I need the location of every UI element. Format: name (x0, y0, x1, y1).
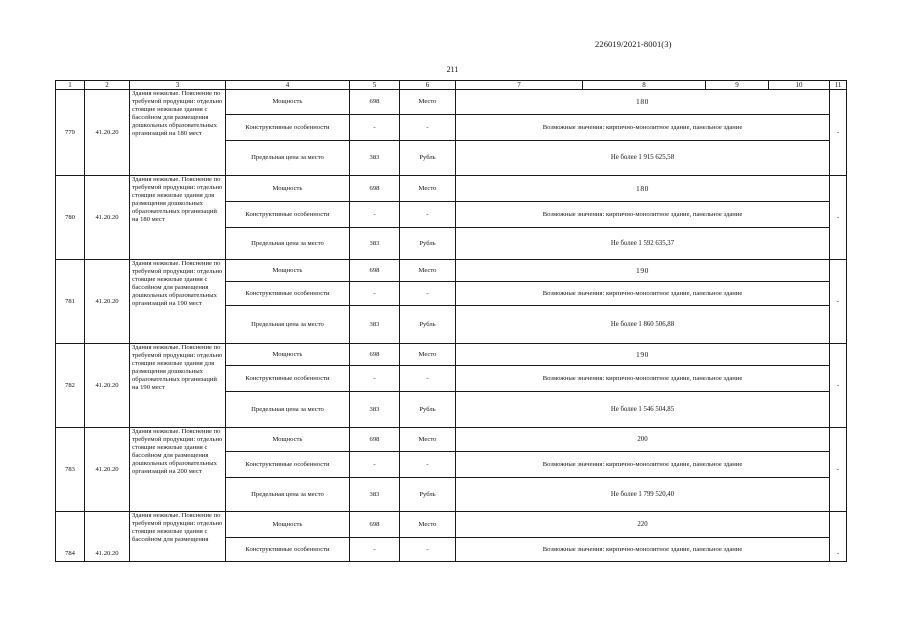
item-name: Здания нежилые. Пояснение по требуемой продукции: отдельно стоящие нежилые здания с бассейном для размещения (130, 512, 226, 562)
unit: - (400, 202, 456, 228)
unit: Рубль (400, 141, 456, 176)
okei-code: - (350, 538, 400, 562)
characteristic-label: Конструктивные особенности (226, 452, 350, 478)
col11-value: - (830, 344, 847, 428)
row-number: 782 (56, 344, 85, 428)
page-number: 211 (446, 65, 459, 74)
header-cell: 4 (226, 81, 350, 90)
characteristic-label: Предельная цена за место (226, 392, 350, 428)
characteristic-label: Конструктивные особенности (226, 202, 350, 228)
item-name: Здания нежилые. Пояснение по требуемой продукции: отдельно стоящие нежилые здания с бассейном для размещения дошкольных образовательных организаций на 180 мест (130, 90, 226, 176)
okpd-code: 41.20.20 (85, 176, 130, 260)
table-row (56, 260, 847, 282)
okei-code: 383 (350, 392, 400, 428)
table-row (56, 90, 847, 115)
specification-table (55, 80, 847, 562)
okei-code: - (350, 202, 400, 228)
characteristic-label: Предельная цена за место (226, 478, 350, 512)
row-number: 779 (56, 90, 85, 176)
characteristic-value: Возможные значения: кирпично-монолитное здание, панельное здание (456, 202, 830, 228)
characteristic-value: Не более 1 592 635,37 (456, 228, 830, 260)
characteristic-value: 190 (456, 260, 830, 282)
okpd-code: 41.20.20 (85, 90, 130, 176)
characteristic-value: Не более 1 915 625,58 (456, 141, 830, 176)
item-name: Здания нежилые. Пояснение по требуемой продукции: отдельно стоящие нежилые здания с бассейном для размещения дошкольных образовательных организаций на 200 мест (130, 428, 226, 512)
okei-code: 383 (350, 306, 400, 344)
unit: Место (400, 260, 456, 282)
characteristic-label: Конструктивные особенности (226, 282, 350, 306)
unit: Рубль (400, 306, 456, 344)
unit: Место (400, 90, 456, 115)
characteristic-value: 200 (456, 428, 830, 452)
unit: Место (400, 344, 456, 366)
header-cell: 2 (85, 81, 130, 90)
characteristic-value: 180 (456, 176, 830, 202)
header-cell: 5 (350, 81, 400, 90)
okei-code: 383 (350, 228, 400, 260)
okei-code: 698 (350, 90, 400, 115)
okei-code: 698 (350, 344, 400, 366)
characteristic-value: Возможные значения: кирпично-монолитное здание, панельное здание (456, 282, 830, 306)
characteristic-label: Мощность (226, 512, 350, 538)
characteristic-label: Предельная цена за место (226, 141, 350, 176)
okei-code: 698 (350, 428, 400, 452)
characteristic-value: 220 (456, 512, 830, 538)
characteristic-label: Мощность (226, 260, 350, 282)
characteristic-label: Мощность (226, 90, 350, 115)
okei-code: 698 (350, 260, 400, 282)
okpd-code: 41.20.20 (85, 260, 130, 344)
document-number: 226019/2021-8001(3) (595, 39, 672, 49)
characteristic-value: 190 (456, 344, 830, 366)
unit: Место (400, 176, 456, 202)
unit: - (400, 452, 456, 478)
okei-code: - (350, 115, 400, 141)
header-cell: 11 (830, 81, 847, 90)
table-row (56, 428, 847, 452)
table-row (56, 176, 847, 202)
table-header-row (56, 81, 847, 90)
okpd-code: 41.20.20 (85, 344, 130, 428)
characteristic-label: Предельная цена за место (226, 228, 350, 260)
item-name: Здания нежилые. Пояснение по требуемой продукции: отдельно стоящие нежилые здания для размещения дошкольных образовательных организаций на 190 мест (130, 344, 226, 428)
characteristic-value: Возможные значения: кирпично-монолитное здание, панельное здание (456, 452, 830, 478)
header-cell: 6 (400, 81, 456, 90)
unit: - (400, 366, 456, 392)
okpd-code: 41.20.20 (85, 428, 130, 512)
col11-value: - (830, 512, 847, 562)
okei-code: - (350, 282, 400, 306)
header-cell: 8 (583, 81, 706, 90)
okei-code: 383 (350, 478, 400, 512)
characteristic-value: Возможные значения: кирпично-монолитное здание, панельное здание (456, 115, 830, 141)
unit: - (400, 115, 456, 141)
item-name: Здания нежилые. Пояснение по требуемой продукции: отдельно стоящие нежилые здания для размещения дошкольных образовательных организаций на 180 мест (130, 176, 226, 260)
characteristic-label: Мощность (226, 344, 350, 366)
okpd-code: 41.20.20 (85, 512, 130, 562)
col11-value: - (830, 260, 847, 344)
row-number: 783 (56, 428, 85, 512)
characteristic-label: Мощность (226, 428, 350, 452)
header-cell: 3 (130, 81, 226, 90)
okei-code: 698 (350, 176, 400, 202)
okei-code: 383 (350, 141, 400, 176)
item-name: Здания нежилые. Пояснение по требуемой продукции: отдельно стоящие нежилые здания с бассейном для размещения дошкольных образовательных организаций на 190 мест (130, 260, 226, 344)
characteristic-value: Не более 1 860 506,88 (456, 306, 830, 344)
row-number: 781 (56, 260, 85, 344)
characteristic-value: Не более 1 546 504,85 (456, 392, 830, 428)
col11-value: - (830, 176, 847, 260)
col11-value: - (830, 90, 847, 176)
characteristic-label: Конструктивные особенности (226, 538, 350, 562)
characteristic-label: Предельная цена за место (226, 306, 350, 344)
characteristic-value: Возможные значения: кирпично-монолитное здание, панельное здание (456, 366, 830, 392)
unit: Место (400, 428, 456, 452)
header-cell: 7 (456, 81, 583, 90)
row-number: 784 (56, 512, 85, 562)
characteristic-value: Не более 1 799 520,40 (456, 478, 830, 512)
header-cell: 9 (706, 81, 769, 90)
unit: - (400, 538, 456, 562)
table-row (56, 512, 847, 538)
okei-code: 698 (350, 512, 400, 538)
characteristic-value: 180 (456, 90, 830, 115)
unit: Рубль (400, 478, 456, 512)
unit: Место (400, 512, 456, 538)
okei-code: - (350, 452, 400, 478)
characteristic-label: Конструктивные особенности (226, 366, 350, 392)
okei-code: - (350, 366, 400, 392)
table-row (56, 344, 847, 366)
characteristic-label: Мощность (226, 176, 350, 202)
unit: Рубль (400, 228, 456, 260)
unit: Рубль (400, 392, 456, 428)
unit: - (400, 282, 456, 306)
characteristic-value: Возможные значения: кирпично-монолитное здание, панельное здание (456, 538, 830, 562)
row-number: 780 (56, 176, 85, 260)
header-cell: 10 (769, 81, 830, 90)
characteristic-label: Конструктивные особенности (226, 115, 350, 141)
header-cell: 1 (56, 81, 85, 90)
col11-value: - (830, 428, 847, 512)
